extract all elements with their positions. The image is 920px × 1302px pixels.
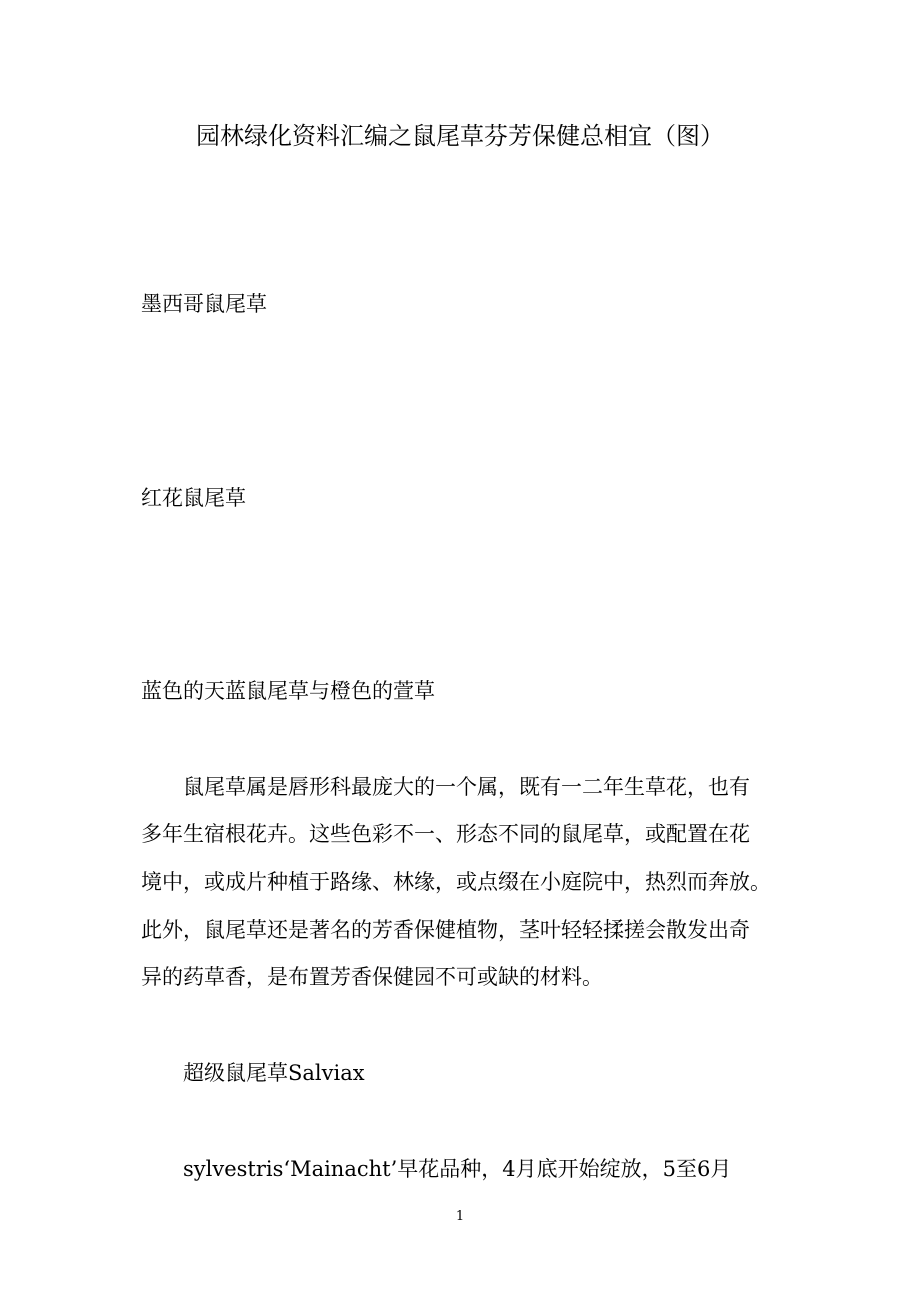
caption-mexican-sage: 墨西哥鼠尾草 [141, 292, 267, 316]
paragraph-line: 多年生宿根花卉。这些色彩不一、形态不同的鼠尾草，或配置在花 [141, 822, 750, 846]
document-title: 园林绿化资料汇编之鼠尾草芬芳保健总相宜（图） [196, 122, 724, 150]
continuation-line: sylvestris‘Mainacht’早花品种，4月底开始绽放，5至6月 [183, 1157, 732, 1181]
paragraph-line: 异的药草香，是布置芳香保健园不可或缺的材料。 [141, 965, 603, 989]
caption-blue-sage-and-daylily: 蓝色的天蓝鼠尾草与橙色的萱草 [141, 679, 435, 703]
caption-red-sage: 红花鼠尾草 [141, 486, 246, 510]
paragraph-line: 境中，或成片种植于路缘、林缘，或点缀在小庭院中，热烈而奔放。 [141, 870, 771, 894]
paragraph-line: 此外，鼠尾草还是著名的芳香保健植物，茎叶轻轻揉搓会散发出奇 [141, 918, 750, 942]
page-number: 1 [455, 1209, 465, 1224]
paragraph-line: 鼠尾草属是唇形科最庞大的一个属，既有一二年生草花，也有 [183, 775, 750, 799]
section-subheading: 超级鼠尾草Salviax [183, 1061, 365, 1085]
